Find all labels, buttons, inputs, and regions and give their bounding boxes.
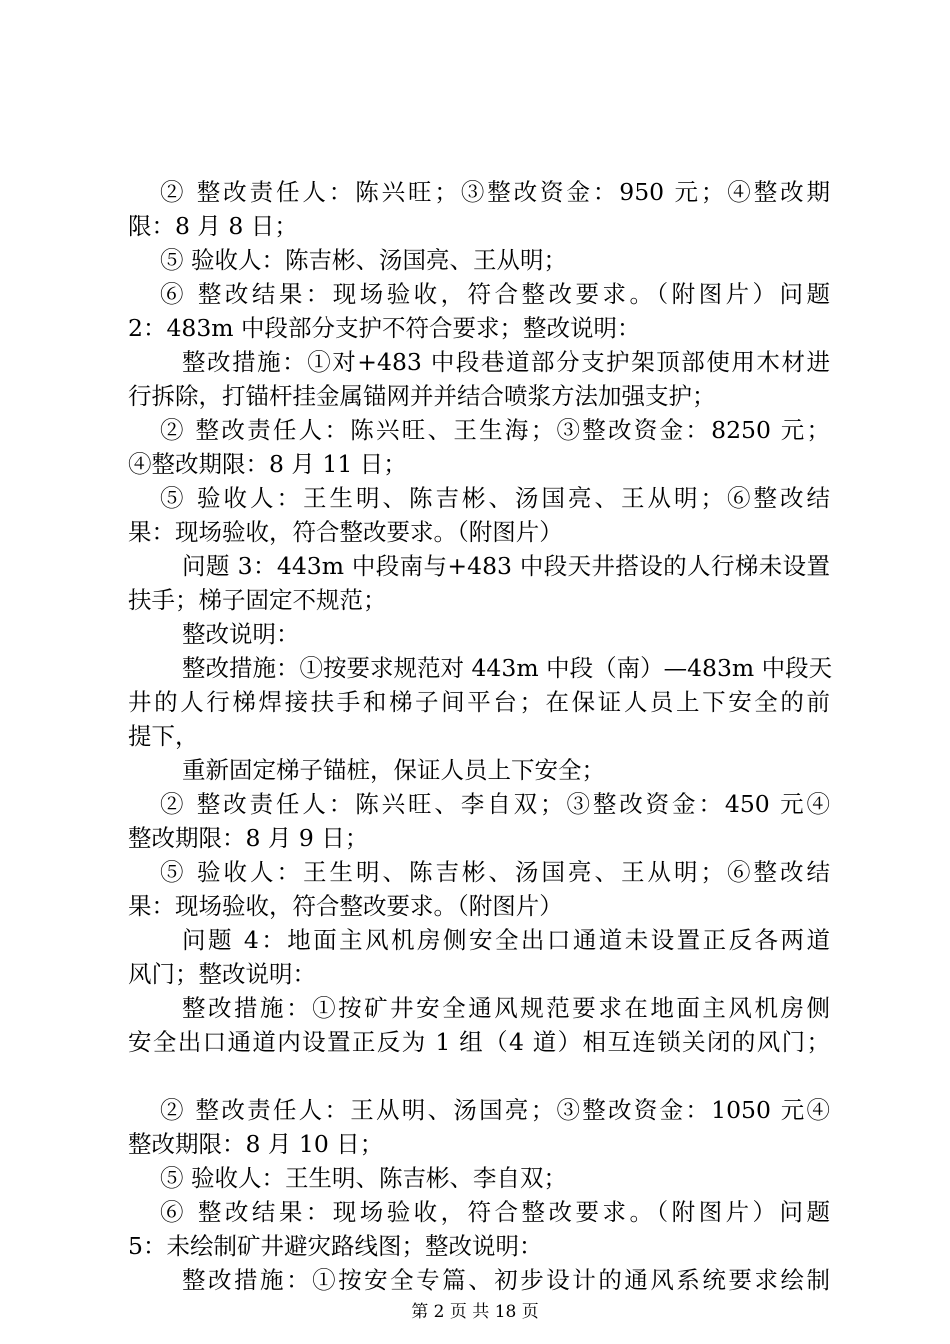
text-line-32: 整改措施：①按安全专篇、初步设计的通风系统要求绘制: [182, 1266, 830, 1294]
text-line-1: ② 整改责任人：陈兴旺；③整改资金：950 元；④整改期: [160, 178, 830, 206]
text-line-27: ② 整改责任人：王从明、汤国亮；③整改资金：1050 元④: [160, 1096, 830, 1124]
text-line-30: ⑥ 整改结果：现场验收，符合整改要求。（附图片）问题: [160, 1198, 830, 1226]
text-line-3: ⑤ 验收人：陈吉彬、汤国亮、王从明；: [160, 246, 567, 274]
text-line-16: 井的人行梯焊接扶手和梯子间平台；在保证人员上下安全的前: [128, 688, 830, 716]
text-line-22: 果：现场验收，符合整改要求。（附图片）: [128, 892, 563, 920]
text-line-20: 整改期限：8 月 9 日；: [128, 824, 369, 852]
text-line-31: 5：未绘制矿井避灾路线图；整改说明：: [128, 1232, 543, 1260]
text-line-23: 问题 4：地面主风机房侧安全出口通道未设置正反各两道: [182, 926, 830, 954]
text-line-9: ④整改期限：8 月 11 日；: [128, 450, 407, 478]
text-line-7: 行拆除，打锚杆挂金属锚网并并结合喷浆方法加强支护；: [128, 382, 716, 410]
text-line-29: ⑤ 验收人：王生明、陈吉彬、李自双；: [160, 1164, 567, 1192]
text-line-21: ⑤ 验收人：王生明、陈吉彬、汤国亮、王从明；⑥整改结: [160, 858, 830, 886]
text-line-2: 限：8 月 8 日；: [128, 212, 298, 240]
text-line-15: 整改措施：①按要求规范对 443m 中段（南）—483m 中段天: [182, 654, 833, 682]
text-line-8: ② 整改责任人：陈兴旺、王生海；③整改资金：8250 元；: [160, 416, 830, 444]
page-footer: 第 2 页 共 18 页: [411, 1302, 539, 1322]
text-line-24: 风门；整改说明：: [128, 960, 316, 988]
text-line-4: ⑥ 整改结果：现场验收，符合整改要求。（附图片）问题: [160, 280, 830, 308]
text-line-14: 整改说明：: [182, 620, 300, 648]
text-line-19: ② 整改责任人：陈兴旺、李自双；③整改资金：450 元④: [160, 790, 830, 818]
text-line-5: 2：483m 中段部分支护不符合要求；整改说明：: [128, 314, 641, 342]
text-line-11: 果：现场验收，符合整改要求。（附图片）: [128, 518, 563, 546]
text-line-25: 整改措施：①按矿井安全通风规范要求在地面主风机房侧: [182, 994, 830, 1022]
text-line-12: 问题 3：443m 中段南与+483 中段天井搭设的人行梯未设置: [182, 552, 830, 580]
text-line-18: 重新固定梯子锚桩，保证人员上下安全；: [182, 756, 605, 784]
text-line-17: 提下，: [128, 722, 199, 750]
text-line-6: 整改措施：①对+483 中段巷道部分支护架顶部使用木材进: [182, 348, 830, 376]
text-line-13: 扶手；梯子固定不规范；: [128, 586, 387, 614]
text-line-28: 整改期限：8 月 10 日；: [128, 1130, 384, 1158]
text-line-10: ⑤ 验收人：王生明、陈吉彬、汤国亮、王从明；⑥整改结: [160, 484, 830, 512]
text-line-26: 安全出口通道内设置正反为 1 组（4 道）相互连锁关闭的风门；: [128, 1028, 830, 1056]
